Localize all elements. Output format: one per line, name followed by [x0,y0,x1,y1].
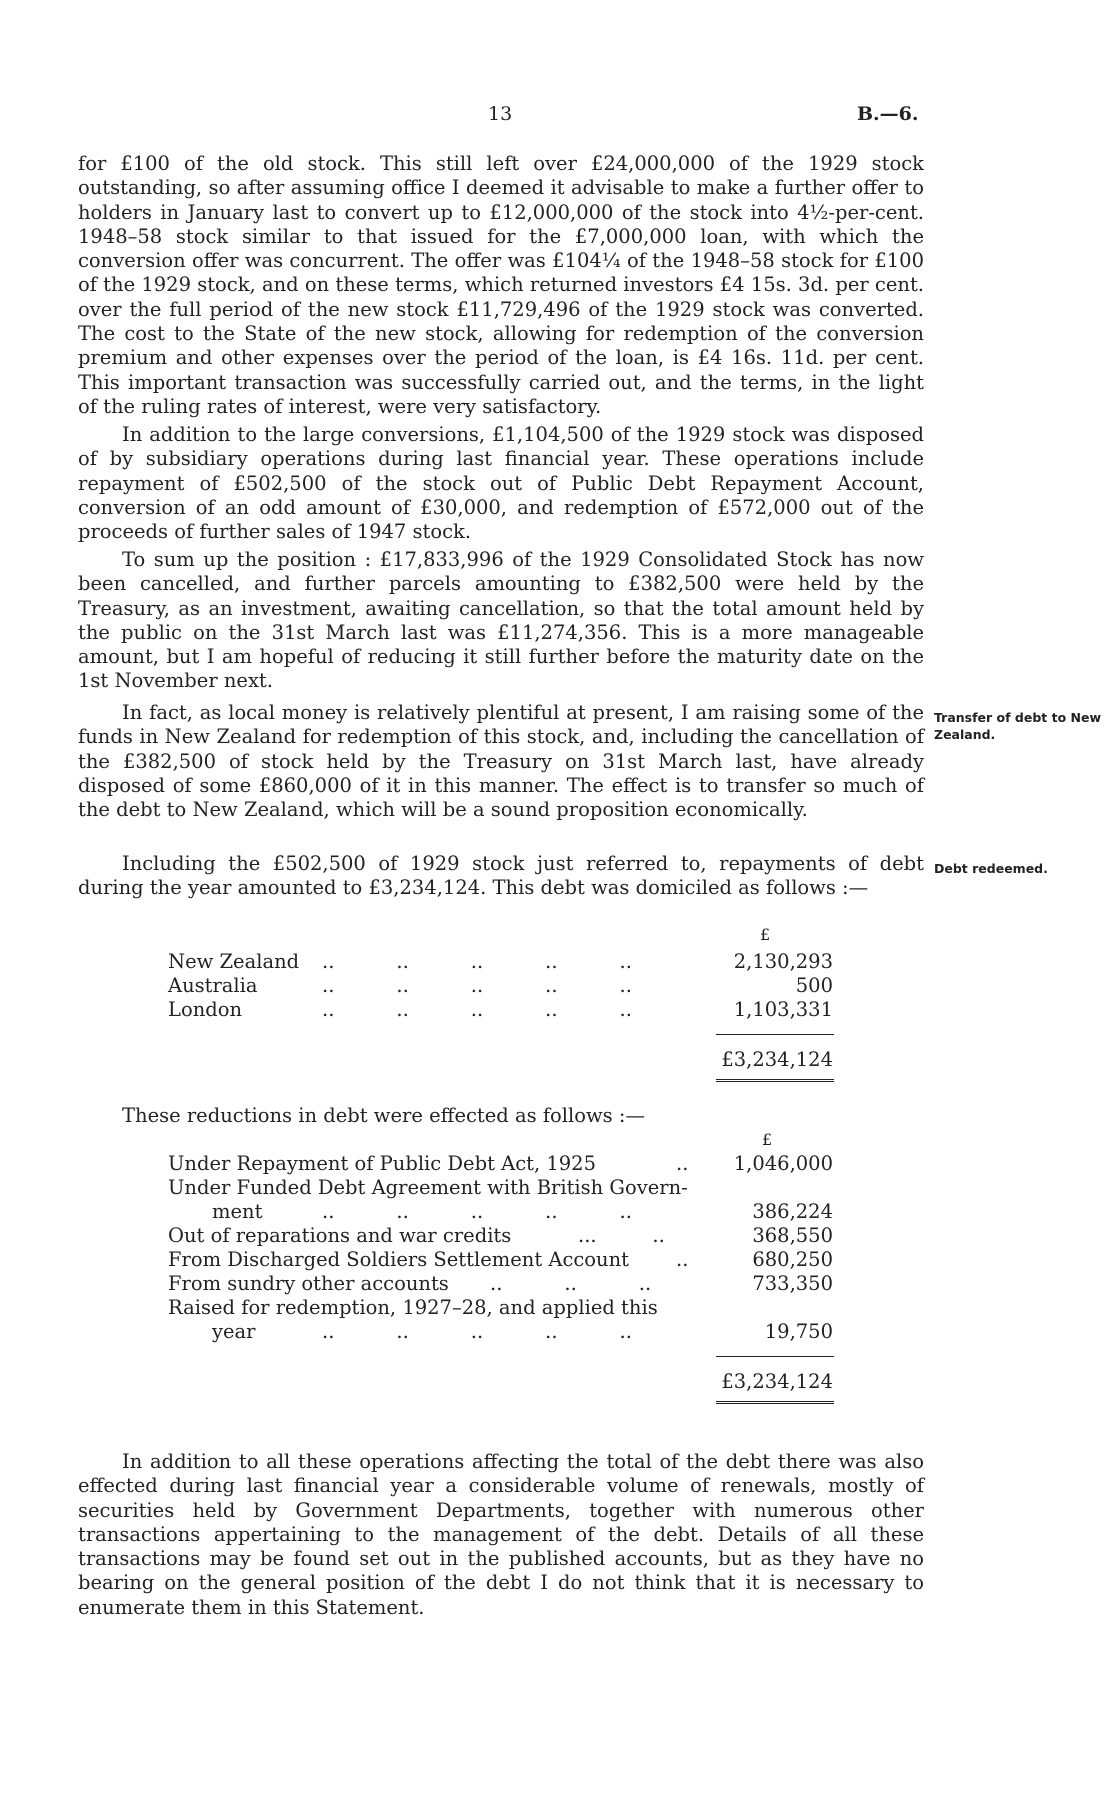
row-label: From Discharged Soldiers Settlement Account [168,1248,630,1271]
row-label: From sundry other accounts [168,1272,449,1295]
paragraph-transfer-to-nz: In fact, as local money is relatively plentiful at present, I am raising some of the funds in New Zealand for redemption of this stock, and, including the cancellation of the £382,500 of stock held by the Treasury on 31st March last, have already disposed of some £860,000 of it in this manner. The effect is to transfer so much of the debt to New Zealand, which will be a sound proposition economically. [78,701,924,822]
paragraph-reductions-intro: These reductions in debt were effected as follows :— [122,1104,645,1127]
total-rule [716,1356,834,1357]
total-rule [716,1034,834,1035]
row-amount: 1,103,331 [733,998,833,1021]
row-amount: 2,130,293 [733,950,833,973]
row-label: Under Repayment of Public Debt Act, 1925 [168,1152,596,1175]
row-amount: 19,750 [764,1320,833,1343]
margin-note-transfer: Transfer of debt to New Zealand. [934,710,1102,742]
row-label: New Zealand [168,950,300,973]
total-double-rule [716,1401,834,1404]
row-label-continued: year [212,1320,256,1343]
paragraph-position-summary: To sum up the position : £17,833,996 of the 1929 Consolidated Stock has now been cancelled, and further parcels amounting to £382,500 were held by the Treasury, as an investment, awaiting cancellation, so that the total amount held by the public on the 31st March last was £11,274,356. This is a more manageable amount, but I am hopeful of reducing it still further before the maturity date on the 1st November next. [78,548,924,693]
total-amount: £3,234,124 [721,1048,833,1071]
row-amount: 733,350 [752,1272,833,1295]
total-amount: £3,234,124 [721,1370,833,1393]
row-amount: 680,250 [752,1248,833,1271]
row-label-continued: ment [212,1200,263,1223]
row-amount: 1,046,000 [733,1152,833,1175]
row-amount: 386,224 [752,1200,833,1223]
page-number: 13 [488,103,513,125]
row-label: Under Funded Debt Agreement with British Govern- [168,1176,688,1199]
row-amount: 368,550 [752,1224,833,1247]
document-code: B.—6. [857,103,919,125]
row-label: Raised for redemption, 1927–28, and applied this [168,1296,658,1319]
row-label: London [168,998,243,1021]
paragraph-subsidiary-operations: In addition to the large conversions, £1,104,500 of the 1929 stock was disposed of by subsidiary operations during last financial year. These operations include repayment of £502,500 of the stock out of Public Debt Repayment Account, conversion of an odd amount of £30,000, and redemption of £572,000 out of the proceeds of further sales of 1947 stock. [78,423,924,544]
paragraph-renewals: In addition to all these operations affecting the total of the debt there was also effected during last financial year a considerable volume of renewals, mostly of securities held by Government Departments, together with numerous other transactions appertaining to the management of the debt. Details of all these transactions may be found set out in the published accounts, but as they have no bearing on the general position of the debt I do not think that it is necessary to enumerate them in this Statement. [78,1450,924,1619]
total-double-rule [716,1079,834,1082]
paragraph-stock-conversion: for £100 of the old stock. This still left over £24,000,000 of the 1929 stock outstanding, so after assuming office I deemed it advisable to make a further offer to holders in January last to convert up to £12,000,000 of the stock into 4½-per-cent. 1948–58 stock similar to that issued for the £7,000,000 loan, with which the conversion offer was concurrent. The offer was £104¼ of the 1948–58 stock for £100 of the 1929 stock, and on these terms, which returned investors £4 15s. 3d. per cent. over the full period of the new stock £11,729,496 of the 1929 stock was converted. The cost to the State of the new stock, allowing for redemption of the conversion premium and other expenses over the period of the loan, is £4 16s. 11d. per cent. This important transaction was successfully carried out, and the terms, in the light of the ruling rates of interest, were very satisfactory. [78,152,924,418]
margin-note-debt-redeemed: Debt redeemed. [934,861,1048,876]
row-amount: 500 [795,974,833,997]
row-label: Out of reparations and war credits [168,1224,512,1247]
paragraph-repayments: Including the £502,500 of 1929 stock just referred to, repayments of debt during the year amounted to £3,234,124. This debt was domiciled as follows :— [78,852,924,900]
domicile-currency-header: £ [760,925,771,944]
row-label: Australia [168,974,258,997]
reductions-currency-header: £ [762,1130,773,1149]
